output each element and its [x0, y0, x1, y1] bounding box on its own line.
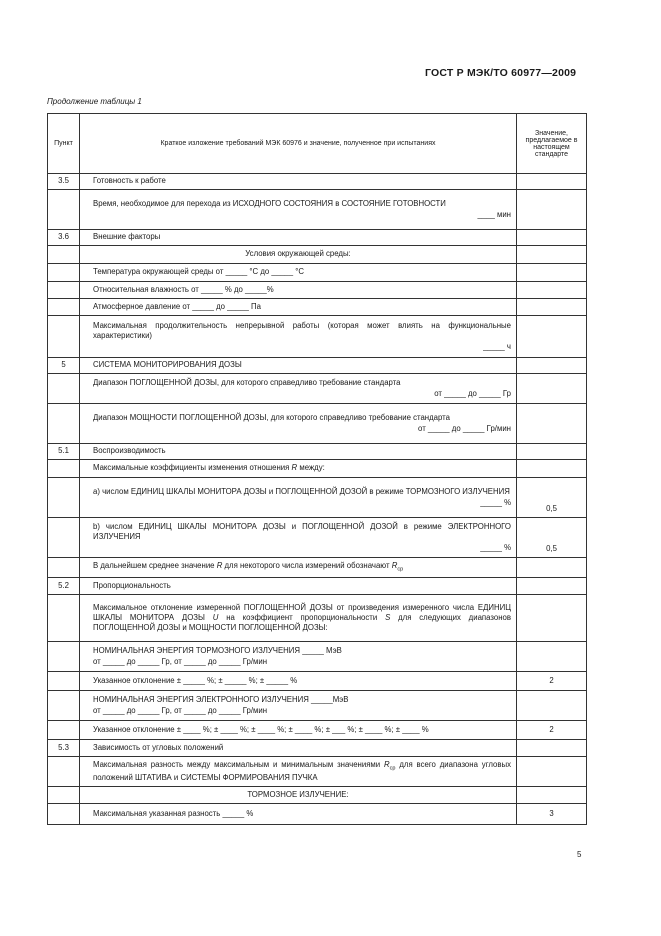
row-unit: от _____ до _____ Гр/мин: [418, 423, 511, 433]
row-text: ТОРМОЗНОЕ ИЗЛУЧЕНИЕ:: [80, 787, 517, 804]
row-text: [80, 404, 517, 444]
table-row: [48, 246, 587, 264]
table-row: [48, 299, 587, 316]
row-text: Атмосферное давление от _____ до _____ Па: [80, 299, 517, 316]
row-text-main: Диапазон ПОГЛОЩЕННОЙ ДОЗЫ, для которого справедливо требование стандарта: [93, 378, 401, 388]
table-header-row: [48, 114, 587, 174]
table-row: [48, 578, 587, 595]
row-text: СИСТЕМА МОНИТОРИРОВАНИЯ ДОЗЫ: [80, 358, 517, 374]
header-punkt: Пункт: [48, 114, 80, 174]
row-text: Готовность к работе: [80, 174, 517, 190]
table-row: [48, 787, 587, 804]
row-unit: _____ %: [480, 497, 511, 507]
table-row: [48, 264, 587, 282]
row-text-sub: от _____ до _____ Гр, от _____ до _____ Гр/мин: [93, 705, 268, 715]
row-text: Температура окружающей среды от _____ °С до _____ °С: [80, 264, 517, 282]
table-row: [48, 740, 587, 757]
table-row: [48, 595, 587, 642]
table-row: [48, 404, 587, 444]
row-value: 0,5: [517, 518, 587, 558]
header-value: Значение, предлагаемое в настоящем стандарте: [517, 114, 587, 174]
row-text: Относительная влажность от _____ % до _____%: [80, 282, 517, 299]
row-text: [80, 518, 517, 558]
row-number: 5.1: [48, 444, 80, 460]
row-text-main: Время, необходимое для перехода из ИСХОДНОГО СОСТОЯНИЯ в СОСТОЯНИЕ ГОТОВНОСТИ: [93, 199, 446, 209]
row-text: Пропорциональность: [80, 578, 517, 595]
standard-designation: ГОСТ Р МЭК/ТО 60977—2009: [425, 67, 577, 79]
row-number: 3.6: [48, 230, 80, 246]
row-number: 5.3: [48, 740, 80, 757]
row-unit: _____ ч: [483, 341, 511, 351]
row-value: [517, 174, 587, 190]
table-row: [48, 374, 587, 404]
row-text: [80, 190, 517, 230]
row-text-main: а) числом ЕДИНИЦ ШКАЛЫ МОНИТОРА ДОЗЫ и ПОГЛОЩЕННОЙ ДОЗОЙ в режиме ТОРМОЗНОГО ИЗЛУЧЕНИЯ: [93, 487, 510, 497]
table-row: [48, 460, 587, 478]
row-text: Максимальная разность между максимальным и минимальным значениями $R_{ср}$ для всего диапазона угловых положений ШТАТИВА и СИСТЕМЫ ФОРМИРОВАНИЯ ПУЧКА: [80, 757, 517, 787]
row-text: Зависимость от угловых положений: [80, 740, 517, 757]
row-unit: от _____ до _____ Гр: [434, 388, 511, 398]
table-row: [48, 444, 587, 460]
row-text: [80, 316, 517, 358]
row-text: В дальнейшем среднее значение R для некоторого числа измерений обозначают $R_{ср}$: [80, 558, 517, 578]
table-row: [48, 642, 587, 672]
table-row: [48, 721, 587, 740]
row-value: 0,5: [517, 478, 587, 518]
row-number: 5: [48, 358, 80, 374]
row-text: [80, 478, 517, 518]
table-row: [48, 804, 587, 825]
row-text-main: b) числом ЕДИНИЦ ШКАЛЫ МОНИТОРА ДОЗЫ и ПОГЛОЩЕННОЙ ДОЗОЙ в режиме ЭЛЕКТРОННОГО ИЗЛУЧЕНИЯ: [93, 522, 511, 542]
table-row: [48, 757, 587, 787]
table-row: [48, 691, 587, 721]
row-text: Максимальная указанная разность _____ %: [80, 804, 517, 825]
row-text: Максимальное отклонение измеренной ПОГЛОЩЕННОЙ ДОЗЫ от произведения измеренного числа ЕДИНИЦ ШКАЛЫ МОНИТОРА ДОЗЫ U на коэффициент пропорциональности S для следующих диапазонов ПОГЛОЩЕННОЙ ДОЗЫ и МОЩНОСТИ ПОГЛОЩЕННОЙ ДОЗЫ:: [80, 595, 517, 642]
row-unit: ____ мин: [477, 209, 511, 219]
table-row: [48, 316, 587, 358]
table-row: [48, 558, 587, 578]
row-number: 5.2: [48, 578, 80, 595]
table-row: [48, 478, 587, 518]
row-text-main: НОМИНАЛЬНАЯ ЭНЕРГИЯ ЭЛЕКТРОННОГО ИЗЛУЧЕНИЯ _____МэВ: [93, 695, 349, 705]
page-number: 5: [577, 850, 582, 859]
table-row: [48, 174, 587, 190]
row-text-main: Диапазон МОЩНОСТИ ПОГЛОЩЕННОЙ ДОЗЫ, для которого справедливо требование стандарта: [93, 413, 450, 423]
row-text: Указанное отклонение ± _____ %; ± _____ %; ± _____ %: [80, 672, 517, 691]
row-text: [80, 374, 517, 404]
row-text: Максимальные коэффициенты изменения отношения R между:: [80, 460, 517, 478]
row-text-main: НОМИНАЛЬНАЯ ЭНЕРГИЯ ТОРМОЗНОГО ИЗЛУЧЕНИЯ _____ МэВ: [93, 646, 342, 656]
row-text-sub: от _____ до _____ Гр, от _____ до _____ Гр/мин: [93, 656, 268, 666]
header-description: Краткое изложение требований МЭК 60976 и значение, полученное при испытаниях: [80, 114, 517, 174]
row-unit: _____ %: [480, 542, 511, 552]
row-value: 2: [517, 672, 587, 691]
table-caption: Продолжение таблицы 1: [47, 97, 142, 106]
table-row: [48, 358, 587, 374]
row-value: 3: [517, 804, 587, 825]
table-row: [48, 518, 587, 558]
table-row: [48, 282, 587, 299]
table-row: [48, 190, 587, 230]
requirements-table: [47, 113, 587, 825]
row-text: Условия окружающей среды:: [80, 246, 517, 264]
table-row: [48, 230, 587, 246]
row-number: 3.5: [48, 174, 80, 190]
row-text: [80, 642, 517, 672]
row-value: 2: [517, 721, 587, 740]
row-text-main: Максимальная продолжительность непрерывной работы (которая может влиять на функциональные характеристики): [93, 321, 511, 341]
row-text: Указанное отклонение ± ____ %; ± ____ %; ± ____ %; ± ____ %; ± ___ %; ± ____ %; ± ____ %: [80, 721, 517, 740]
row-text: [80, 691, 517, 721]
row-text: Воспроизводимость: [80, 444, 517, 460]
row-text: Внешние факторы: [80, 230, 517, 246]
table-row: [48, 672, 587, 691]
